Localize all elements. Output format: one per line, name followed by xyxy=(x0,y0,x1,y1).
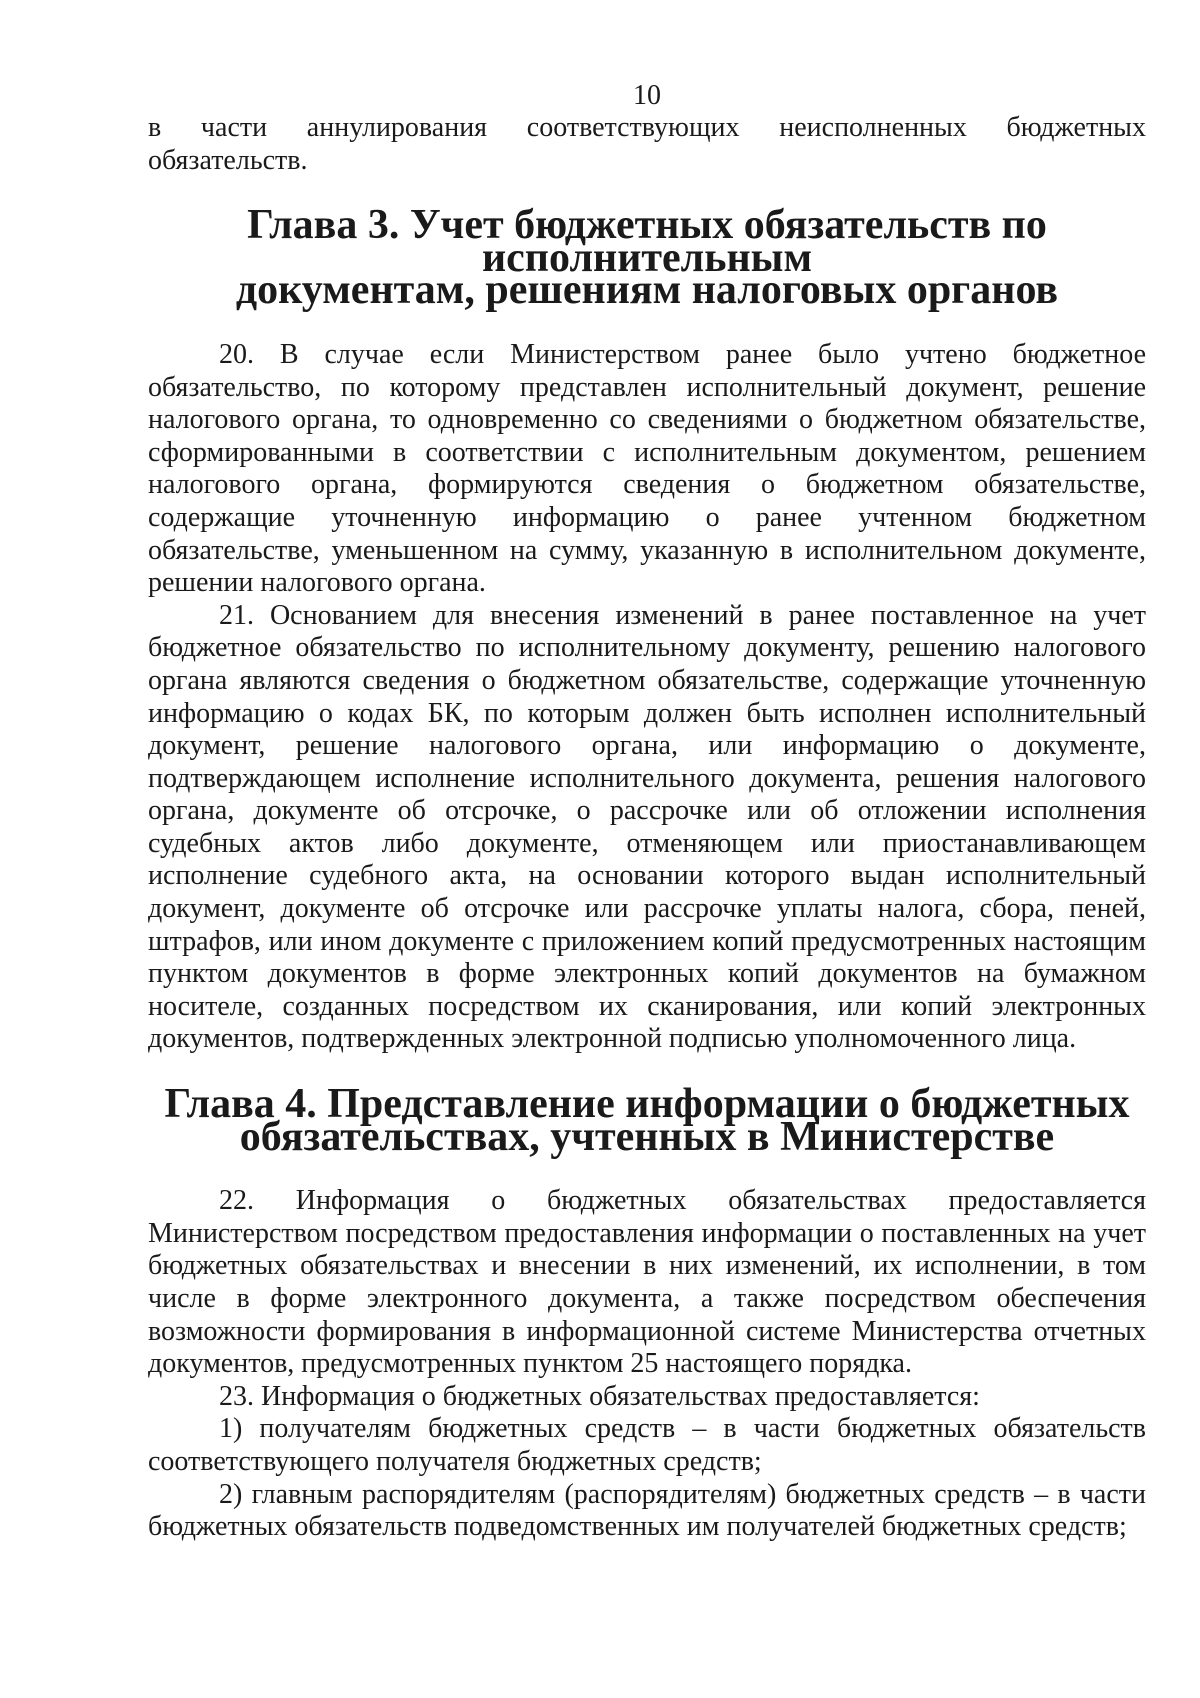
chapter-3-heading-line-2: документам, решениям налоговых органов xyxy=(235,267,1059,314)
paragraph-23: 23. Информация о бюджетных обязательствах предоставляется: xyxy=(219,1380,980,1412)
chapter-4-heading-line-2: обязательствах, учтенных в Министерстве xyxy=(239,1113,1055,1160)
paragraph-23-item-1: 1) получателям бюджетных средств – в части бюджетных обязательств соответствующего получателя бюджетных средств; xyxy=(148,1413,1146,1477)
paragraph-21: 21. Основанием для внесения изменений в ранее поставленное на учет бюджетное обязательство по исполнительному документу, решению налогового органа являются сведения о бюджетном обязательстве, содержащие уточненную информацию о кодах БК, по которым должен быть исполнен исполнительный документ, решение налогового органа, или информацию о документе, подтверждающем исполнение исполнительного документа, решения налогового органа, документе об отсрочке, о рассрочке или об отложении исполнения судебных актов либо документе, отменяющем или приостанавливающем исполнение судебного акта, на основании которого выдан исполнительный документ, документе об отсрочке или рассрочке уплаты налога, сбора, пеней, штрафов, или ином документе с приложением копий предусмотренных настоящим пунктом документов в форме электронных копий документов на бумажном носителе, созданных посредством их сканирования, или копий электронных документов, подтвержденных электронной подписью уполномоченного лица. xyxy=(148,599,1146,1055)
paragraph-22: 22. Информация о бюджетных обязательствах предоставляется Министерством посредством предоставления информации о поставленных на учет бюджетных обязательствах и внесении в них изменений, их исполнении, в том числе в форме электронного документа, а также посредством обеспечения возможности формирования в информационной системе Министерства отчетных документов, предусмотренных пунктом 25 настоящего порядка. xyxy=(148,1185,1146,1380)
chapter-4-heading-line-1: Глава 4. Представление информации о бюджетных xyxy=(164,1081,1130,1128)
intro-fragment: в части аннулирования соответствующих неисполненных бюджетных обязательств. xyxy=(148,112,1146,176)
document-page xyxy=(148,0,1146,1544)
chapter-3-heading xyxy=(148,202,1146,314)
paragraph-20: 20. В случае если Министерством ранее было учтено бюджетное обязательство, по которому представлен исполнительный документ, решение налогового органа, то одновременно со сведениями о бюджетном обязательстве, сформированными в соответствии с исполнительным документом, решением налогового органа, формируются сведения о бюджетном обязательстве, содержащие уточненную информацию о ранее учтенном бюджетном обязательстве, уменьшенном на сумму, указанную в исполнительном документе, решении налогового органа. xyxy=(148,338,1146,599)
paragraph-23-item-2: 2) главным распорядителям (распорядителям) бюджетных средств – в части бюджетных обязательств подведомственных им получателей бюджетных средств; xyxy=(148,1478,1146,1543)
chapter-3-heading-line-1: Глава 3. Учет бюджетных обязательств по исполнительным xyxy=(247,202,1047,281)
page-number: 10 xyxy=(633,80,661,111)
chapter-4-heading xyxy=(148,1081,1146,1160)
